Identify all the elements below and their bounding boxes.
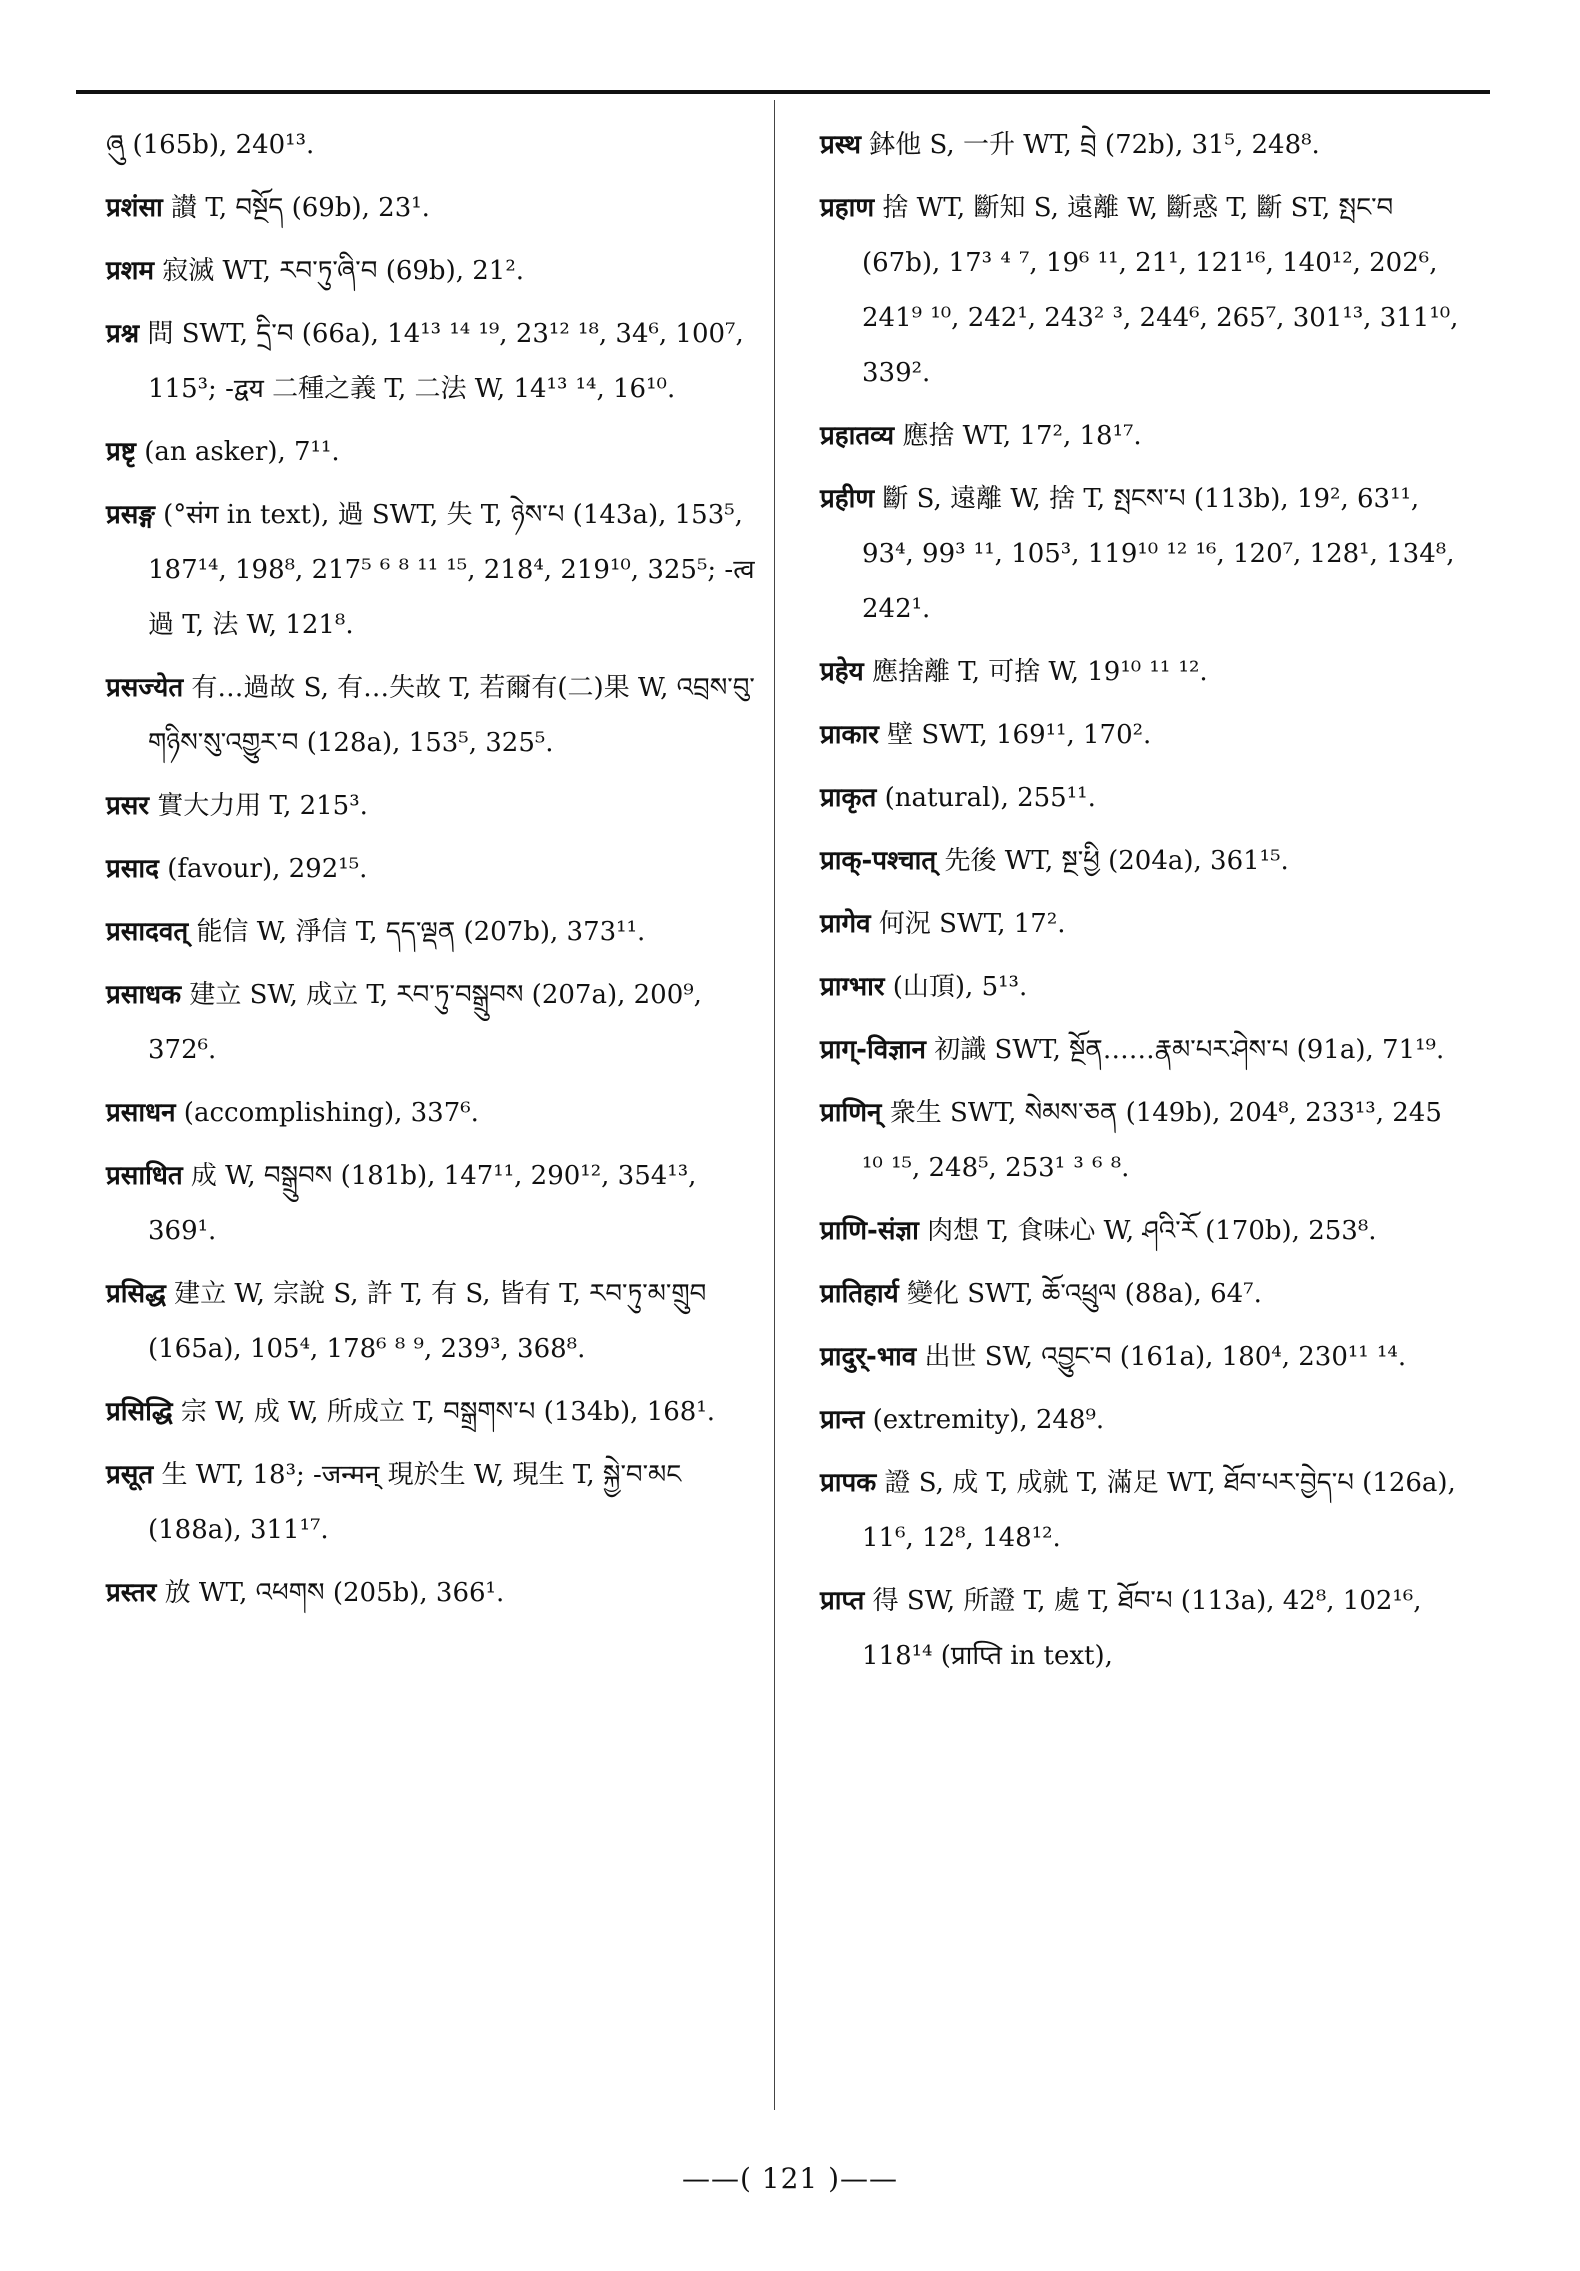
dictionary-entry (820, 1456, 1470, 1566)
top-rule (76, 90, 1490, 94)
entry-text: 成 W, བསྒྲུབས (181b), 147¹¹, 290¹², 354¹³, 369¹. (148, 1161, 697, 1246)
entry-headword: प्रहातव्य (820, 421, 895, 451)
dictionary-entry (820, 1267, 1470, 1322)
entry-text: 建立 W, 宗說 S, 許 T, 有 S, 皆有 T, རབ་ཏུ་མ་གྲུབ (165a), 105⁴, 178⁶ ⁸ ⁹, 239³, 368⁸. (148, 1279, 707, 1364)
entry-text: 有…過故 S, 有…失故 T, 若爾有(二)果 W, འབྲས་བུ་གཉིས་སུ་འགྱུར་བ (128a), 153⁵, 325⁵. (148, 673, 755, 758)
entry-text: 實大力用 T, 215³. (157, 791, 368, 821)
entry-text: 應捨離 T, 可捨 W, 19¹⁰ ¹¹ ¹². (871, 657, 1208, 687)
dictionary-entry (820, 1330, 1470, 1385)
entry-headword: प्रसादवत् (106, 917, 189, 947)
entry-headword: प्राग्भार (820, 972, 885, 1002)
entry-headword: प्रागेव (820, 909, 871, 939)
entry-text: (favour), 292¹⁵. (167, 854, 368, 884)
dictionary-entry (106, 1566, 756, 1621)
dictionary-entry (106, 779, 756, 834)
entry-headword: प्रसज्येत (106, 673, 184, 703)
entry-text: 鉢他 S, 一升 WT, བྲེ (72b), 31⁵, 248⁸. (869, 130, 1320, 160)
dictionary-entry (106, 905, 756, 960)
dictionary-entry (820, 771, 1470, 826)
dictionary-entry (820, 708, 1470, 763)
dictionary-entry (820, 897, 1470, 952)
entry-text: 出世 SW, འབྱུང་བ (161a), 180⁴, 230¹¹ ¹⁴. (924, 1342, 1407, 1372)
entry-text: (accomplishing), 337⁶. (183, 1098, 479, 1128)
dictionary-entry (106, 1448, 756, 1558)
dictionary-entry (820, 118, 1470, 173)
dictionary-entry (106, 842, 756, 897)
dictionary-entry (820, 645, 1470, 700)
entry-headword: प्रस्थ (820, 130, 862, 160)
entry-headword: प्राप्त (820, 1586, 865, 1616)
dictionary-entry (106, 661, 756, 771)
entry-headword: प्रसाधन (106, 1098, 176, 1128)
entry-text: 問 SWT, དྲི་བ (66a), 14¹³ ¹⁴ ¹⁹, 23¹² ¹⁸, 34⁶, 100⁷, 115³; -द्वय 二種之義 T, 二法 W, 14¹³ ¹⁴, 16¹⁰. (147, 319, 744, 404)
dictionary-entry (106, 1385, 756, 1440)
entry-text: 證 S, 成 T, 成就 T, 滿足 WT, ཐོབ་པར་བྱེད་པ (126a), 11⁶, 12⁸, 148¹². (862, 1468, 1456, 1553)
entry-text: 宗 W, 成 W, 所成立 T, བསྒྲགས་པ (134b), 168¹. (180, 1397, 716, 1427)
entry-text: (an asker), 7¹¹. (144, 437, 340, 467)
dictionary-entry (106, 968, 756, 1078)
entry-text: 衆生 SWT, སེམས་ཅན (149b), 204⁸, 233¹³, 245 ¹⁰ ¹⁵, 248⁵, 253¹ ³ ⁶ ⁸. (862, 1098, 1442, 1183)
dictionary-entry (106, 425, 756, 480)
entry-text: 生 WT, 18³; -जन्मन् 現於生 W, 現生 T, སྐྱེ་བ་མང (188a), 311¹⁷. (148, 1460, 682, 1545)
entry-text: (山頂), 5¹³. (892, 972, 1028, 1002)
entry-headword: प्रसाद (106, 854, 159, 884)
entry-headword: प्राक्-पश्चात् (820, 846, 937, 876)
entry-text: ཞུ (165b), 240¹³. (106, 130, 315, 160)
entry-headword: प्रसिद्धि (106, 1397, 173, 1427)
entry-headword: प्रसाधक (106, 980, 182, 1010)
entry-text: (natural), 255¹¹. (884, 783, 1096, 813)
entry-headword: प्रातिहार्य (820, 1279, 899, 1309)
entry-text: 斷 S, 遠離 W, 捨 T, སྤངས་པ (113b), 19², 63¹¹, 93⁴, 99³ ¹¹, 105³, 119¹⁰ ¹² ¹⁶, 120⁷, 128¹, 134⁸, 242¹. (862, 484, 1455, 624)
entry-text: 得 SW, 所證 T, 處 T, ཐོབ་པ (113a), 42⁸, 102¹⁶, 118¹⁴ (प्राप्ति in text), (862, 1586, 1422, 1671)
entry-headword: प्राग्-विज्ञान (820, 1035, 926, 1065)
dictionary-entry (106, 118, 756, 173)
entry-text: 應捨 WT, 17², 18¹⁷. (902, 421, 1142, 451)
entry-text: 變化 SWT, ཆོ་འཕྲུལ (88a), 64⁷. (906, 1279, 1262, 1309)
entry-headword: प्रश्न (106, 319, 140, 349)
entry-text: 放 WT, འཕགས (205b), 366¹. (164, 1578, 505, 1608)
entry-headword: प्रशंसा (106, 193, 163, 223)
dictionary-entry (820, 1086, 1470, 1196)
entry-headword: प्रान्त (820, 1405, 865, 1435)
dictionary-entry (106, 307, 756, 417)
dictionary-entry (820, 1574, 1470, 1684)
entry-headword: प्रापक (820, 1468, 877, 1498)
right-column (820, 118, 1470, 1692)
entry-headword: प्राणिन् (820, 1098, 882, 1128)
dictionary-entry (820, 1393, 1470, 1448)
page-number: ——( 121 )—— (681, 2162, 899, 2195)
dictionary-entry (106, 1267, 756, 1377)
entry-text: 建立 SW, 成立 T, རབ་ཏུ་བསྒྲུབས (207a), 200⁹, 372⁶. (148, 980, 702, 1065)
entry-headword: प्राणि-संज्ञा (820, 1216, 919, 1246)
entry-headword: प्रसूत (106, 1460, 154, 1490)
entry-headword: प्रसर (106, 791, 150, 821)
left-column (106, 118, 756, 1629)
dictionary-entry (820, 1023, 1470, 1078)
entry-headword: प्रादुर्-भाव (820, 1342, 917, 1372)
entry-headword: प्रहीण (820, 484, 875, 514)
dictionary-entry (820, 409, 1470, 464)
dictionary-entry (106, 488, 756, 653)
entry-headword: प्रशम (106, 256, 155, 286)
entry-headword: प्रसिद्ध (106, 1279, 166, 1309)
entry-headword: प्रष्टृ (106, 437, 136, 467)
dictionary-entry (820, 1204, 1470, 1259)
entry-headword: प्रहेय (820, 657, 864, 687)
entry-text: 寂滅 WT, རབ་ཏུ་ཞི་བ (69b), 21². (162, 256, 525, 286)
entry-headword: प्रहाण (820, 193, 875, 223)
dictionary-entry (106, 181, 756, 236)
entry-headword: प्रसङ्ग (106, 500, 155, 530)
entry-text: 肉想 T, 食味心 W, ཤའི་རོ (170b), 253⁸. (927, 1216, 1377, 1246)
dictionary-entry (820, 181, 1470, 401)
entry-text: 何況 SWT, 17². (878, 909, 1066, 939)
dictionary-entry (820, 960, 1470, 1015)
entry-text: 初識 SWT, སྔོན……རྣམ་པར་ཤེས་པ (91a), 71¹⁹. (934, 1035, 1445, 1065)
entry-text: 壁 SWT, 169¹¹, 170². (887, 720, 1152, 750)
dictionary-entry (820, 834, 1470, 889)
entry-headword: प्राकार (820, 720, 879, 750)
entry-text: 能信 W, 淨信 T, དད་ལྡན (207b), 373¹¹. (196, 917, 646, 947)
entry-headword: प्रस्तर (106, 1578, 157, 1608)
entry-headword: प्राकृत (820, 783, 877, 813)
entry-text: 捨 WT, 斷知 S, 遠離 W, 斷惑 T, 斷 ST, སྤང་བ (67b), 17³ ⁴ ⁷, 19⁶ ¹¹, 21¹, 121¹⁶, 140¹², 202⁶, 241⁹ ¹⁰, 242¹, 243² ³, 244⁶, 265⁷, 301¹³, 311¹⁰, 339². (862, 193, 1459, 388)
entry-text: 先後 WT, སྔ་ཕྱི (204a), 361¹⁵. (944, 846, 1289, 876)
dictionary-entry (820, 472, 1470, 637)
entry-headword: प्रसाधित (106, 1161, 183, 1191)
entry-text: (°संग in text), 過 SWT, 失 T, ཉེས་པ (143a), 153⁵, 187¹⁴, 198⁸, 217⁵ ⁶ ⁸ ¹¹ ¹⁵, 218⁴, 219¹⁰, 325⁵; -त्व 過 T, 法 W, 121⁸. (148, 500, 755, 640)
entry-text: 讃 T, བསྔོད (69b), 23¹. (171, 193, 430, 223)
dictionary-entry (106, 1086, 756, 1141)
dictionary-entry (106, 1149, 756, 1259)
dictionary-entry (106, 244, 756, 299)
column-divider (774, 100, 775, 2110)
entry-text: (extremity), 248⁹. (872, 1405, 1105, 1435)
